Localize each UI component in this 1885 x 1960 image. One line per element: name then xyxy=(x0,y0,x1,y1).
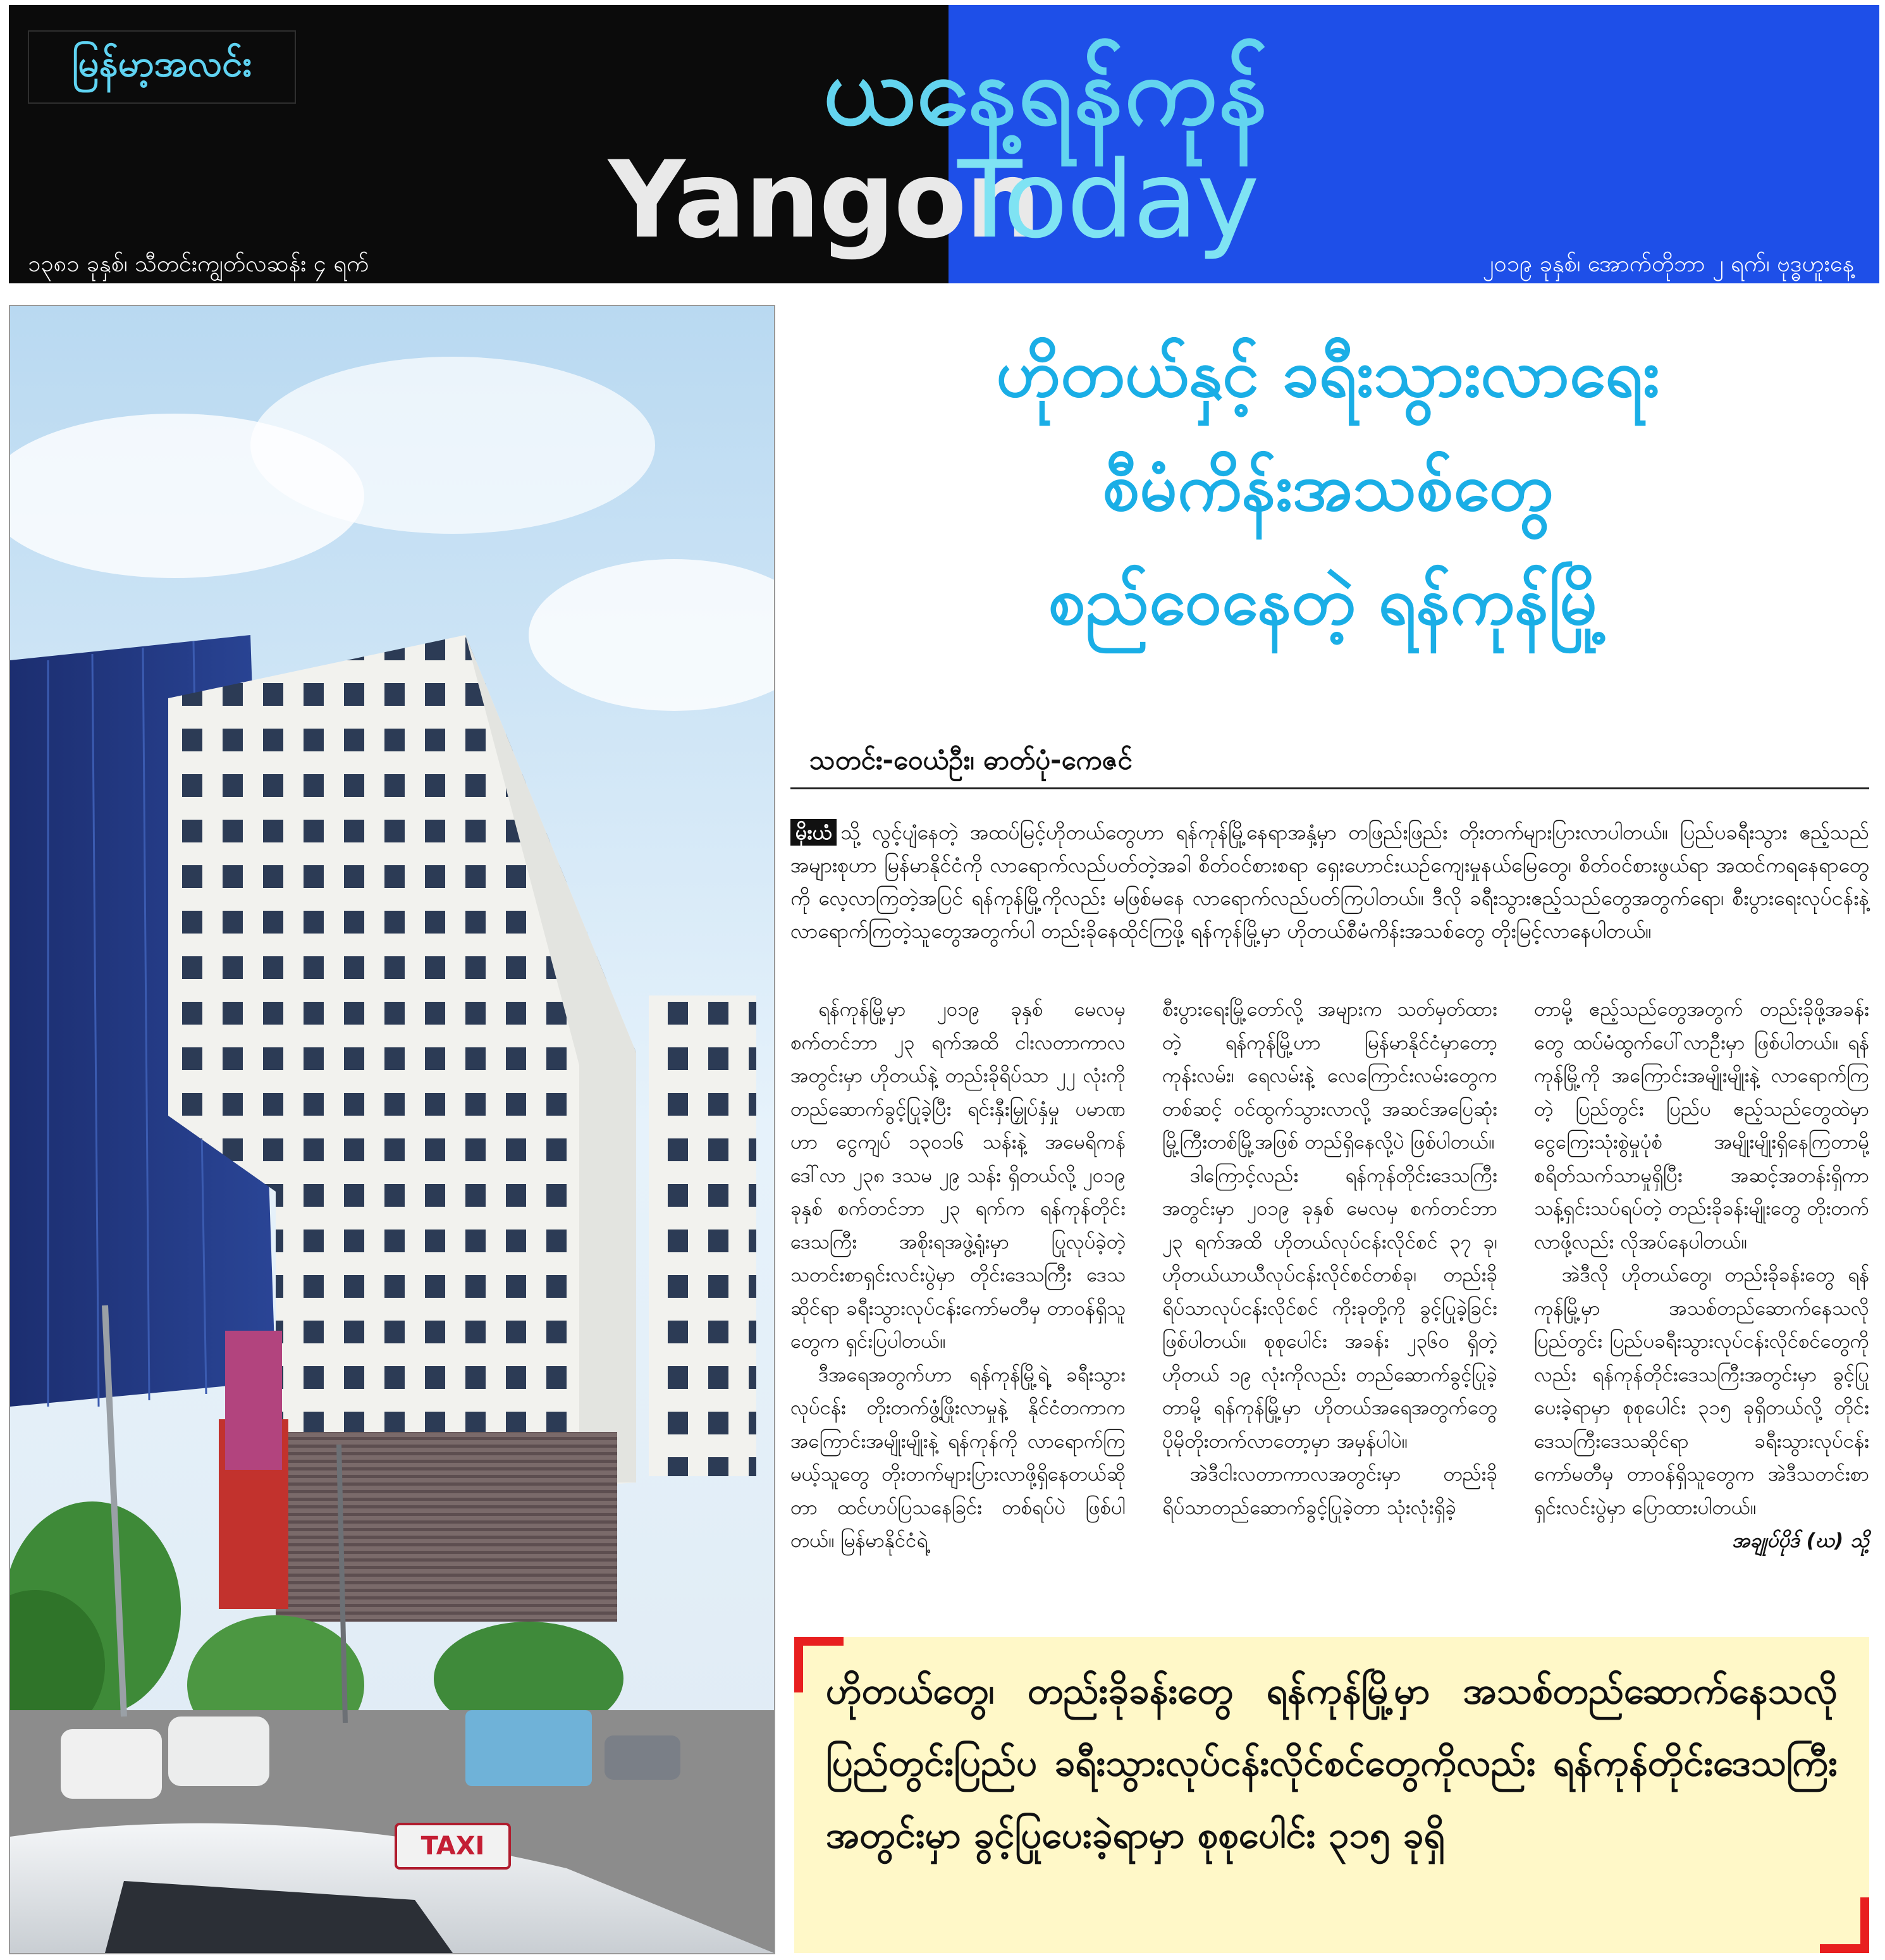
byline: သတင်း-ဝေယံဦး၊ ဓာတ်ပုံ-ကေဇင် xyxy=(809,744,1133,775)
col2-paragraph-3: အဲဒီငါးလတာကာလအတွင်းမှာ တည်းခိုရိပ်သာတည်ဆောက်ခွင့်ပြုခဲ့တာ သုံးလုံးရှိခဲ့ xyxy=(1162,1463,1497,1519)
pull-quote-text: ဟိုတယ်တွေ၊ တည်းခိုခန်းတွေ ရန်ကုန်မြို့မှာ အသစ်တည်ဆောက်နေသလို ပြည်တွင်းပြည်ပ ခရီးသွားလုပ်ငန်းလိုင်စင်တွေကိုလည်း ရန်ကုန်တိုင်းဒေသကြီးအတွင်းမှာ ခွင့်ပြုပေးခဲ့ရာမှာ စုစုပေါင်း ၃၁၅ ခုရှိ xyxy=(826,1669,1838,1856)
street-photo xyxy=(9,305,775,1954)
publication-logo: မြန်မာ့အလင်း xyxy=(28,30,296,104)
lead-dropcap: မိုးယံ xyxy=(790,819,837,846)
headline-line-3: စည်ဝေနေတဲ့ ရန်ကုန်မြို့ xyxy=(1048,562,1607,639)
column-3 xyxy=(1534,993,1869,1558)
col1-paragraph-2: ဒီအရေအတွက်ဟာ ရန်ကုန်မြို့ရဲ့ ခရီးသွားလုပ်ငန်း တိုးတက်ဖွံ့ဖြိုးလာမှုနဲ့ နိုင်ငံတကာက အကြောင်းအမျိုးမျိုးနဲ့ ရန်ကုန်ကို လာရောက်ကြမယ့်သူတွေ တိုးတက်များပြားလာဖို့ရှိနေတယ်ဆိုတာ ထင်ဟပ်ပြသနေခြင်း တစ်ရပ်ပဲ ဖြစ်ပါတယ်။ မြန်မာနိုင်ငံရဲ့ xyxy=(790,1363,1126,1552)
quote-corner-top-left-vertical xyxy=(794,1637,803,1692)
byline-divider xyxy=(790,787,1869,789)
col1-paragraph-1: ရန်ကုန်မြို့မှာ ၂၀၁၉ ခုနှစ် မေလမှ စက်တင်ဘာ ၂၃ ရက်အထိ ငါးလတာကာလ အတွင်းမှာ ဟိုတယ်နဲ့ တည်းခိုရိပ်သာ ၂၂ လုံးကို တည်ဆောက်ခွင့်ပြုခဲ့ပြီး ရင်းနှီးမြှုပ်နှံမှု ပမာဏဟာ ငွေကျပ် ၁၃၀၁၆ သန်းနဲ့ အမေရိကန်ဒေါ်လာ ၂၃၈ ဒသမ ၂၉ သန်း ရှိတယ်လို့ ၂၀၁၉ ခုနှစ် စက်တင်ဘာ ၂၃ ရက်က ရန်ကုန်တိုင်းဒေသကြီး အစိုးရအဖွဲ့ရုံးမှာ ပြုလုပ်ခဲ့တဲ့ သတင်းစာရှင်းလင်းပွဲမှာ တိုင်းဒေသကြီး ဒေသဆိုင်ရာ ခရီးသွားလုပ်ငန်းကော်မတီမှ တာဝန်ရှိသူတွေက ရှင်းပြပါတယ်။ xyxy=(790,998,1126,1353)
col3-paragraph-1: တာမို့ ဧည့်သည်တွေအတွက် တည်းခိုဖို့အခန်းတွေ ထပ်မံထွက်ပေါ်လာဦးမှာ ဖြစ်ပါတယ်။ ရန်ကုန်မြို့ကို အကြောင်းအမျိုးမျိုးနဲ့ လာရောက်ကြတဲ့ ပြည်တွင်း ပြည်ပ ဧည့်သည်တွေထဲမှာ ငွေကြေးသုံးစွဲမှုပုံစံ အမျိုးမျိုးရှိနေကြတာမို့ စရိတ်သက်သာမှုရှိပြီး အဆင့်အတန်းရှိကာ သန့်ရှင်းသပ်ရပ်တဲ့ တည်းခိုခန်းမျိုးတွေ တိုးတက်လာဖို့လည်း လိုအပ်နေပါတယ်။ xyxy=(1534,998,1869,1254)
lead-text: သို့ လွင့်ပျံနေတဲ့ အထပ်မြင့်ဟိုတယ်တွေဟာ ရန်ကုန်မြို့နေရာအနှံ့မှာ တဖြည်းဖြည်း တိုးတက်များပြားလာပါတယ်။ ပြည်ပခရီးသွား ဧည့်သည်အများစုဟာ မြန်မာနိုင်ငံကို လာရောက်လည်ပတ်တဲ့အခါ စိတ်ဝင်စားစရာ ရှေးဟောင်းယဉ်ကျေးမှုနယ်မြေတွေ၊ စိတ်ဝင်စားဖွယ်ရာ အထင်ကရနေရာတွေကို လေ့လာကြတဲ့အပြင် ရန်ကုန်မြို့ကိုလည်း မဖြစ်မနေ လာရောက်လည်ပတ်ကြပါတယ်။ ဒီလို ခရီးသွားဧည့်သည်တွေအတွက်ရော၊ စီးပွားရေးလုပ်ငန်းနဲ့ လာရောက်ကြတဲ့သူတွေအတွက်ပါ တည်းခိုနေထိုင်ကြဖို့ ရန်ကုန်မြို့မှာ ဟိုတယ်စီမံကိန်းအသစ်တွေ တိုးမြင့်လာနေပါတယ်။ xyxy=(790,820,1869,943)
body-columns xyxy=(790,993,1869,1625)
column-1 xyxy=(790,993,1126,1558)
col2-paragraph-1: စီးပွားရေးမြို့တော်လို့ အများက သတ်မှတ်ထားတဲ့ ရန်ကုန်မြို့ဟာ မြန်မာနိုင်ငံမှာတော့ ကုန်းလမ်း၊ ရေလမ်းနဲ့ လေကြောင်းလမ်းတွေကတစ်ဆင့် ဝင်ထွက်သွားလာလို့ အဆင်အပြေဆုံး မြို့ကြီးတစ်မြို့အဖြစ် တည်ရှိနေလို့ပဲ ဖြစ်ပါတယ်။ xyxy=(1162,998,1497,1154)
photo-illustration xyxy=(10,306,774,1953)
col2-paragraph-2: ဒါကြောင့်လည်း ရန်ကုန်တိုင်းဒေသကြီးအတွင်းမှာ ၂၀၁၉ ခုနှစ် မေလမှ စက်တင်ဘာ ၂၃ ရက်အထိ ဟိုတယ်လုပ်ငန်းလိုင်စင် ၃၇ ခု၊ ဟိုတယ်ယာယီလုပ်ငန်းလိုင်စင်တစ်ခု၊ တည်းခိုရိပ်သာလုပ်ငန်းလိုင်စင် ကိုးခုတို့ကို ခွင့်ပြုခဲ့ခြင်း ဖြစ်ပါတယ်။ စုစုပေါင်း အခန်း ၂၃၆၀ ရှိတဲ့ ဟိုတယ် ၁၉ လုံးကိုလည်း တည်ဆောက်ခွင့်ပြုခဲ့တာမို့ ရန်ကုန်မြို့မှာ ဟိုတယ်အရေအတွက်တွေ ပိုမိုတိုးတက်လာတော့မှာ အမှန်ပါပဲ။ xyxy=(1162,1164,1497,1453)
masthead xyxy=(9,5,1879,283)
column-2 xyxy=(1162,993,1497,1524)
headline-line-1: ဟိုတယ်နှင့် ခရီးသွားလာရေး xyxy=(996,335,1660,412)
section-title-myanmar: ယနေ့ရန်ကုန် xyxy=(823,36,1269,146)
date-gregorian: ၂၀၁၉ ခုနှစ်၊ အောက်တိုဘာ ၂ ရက်၊ ဗုဒ္ဓဟူးနေ့ xyxy=(1482,251,1854,277)
headline-line-2: စီမံကိန်းအသစ်တွေ xyxy=(1102,448,1554,526)
lead-paragraph xyxy=(790,816,1869,947)
pull-quote xyxy=(794,1637,1869,1953)
col3-paragraph-2: အဲဒီလို ဟိုတယ်တွေ၊ တည်းခိုခန်းတွေ ရန်ကုန်မြို့မှာ အသစ်တည်ဆောက်နေသလို ပြည်တွင်း ပြည်ပခရီးသွားလုပ်ငန်းလိုင်စင်တွေကိုလည်း ရန်ကုန်တိုင်းဒေသကြီးအတွင်းမှာ ခွင့်ပြုပေးခဲ့ရာမှာ စုစုပေါင်း ၃၁၅ ခုရှိတယ်လို့ တိုင်းဒေသကြီးဒေသဆိုင်ရာ ခရီးသွားလုပ်ငန်းကော်မတီမှ တာဝန်ရှိသူတွေက အဲဒီသတင်းစာရှင်းလင်းပွဲမှာ ပြောထားပါတယ်။ xyxy=(1534,1264,1869,1519)
section-title-en-today: Today xyxy=(957,138,1258,262)
continuation-note: အချုပ်ပိုဒ် (ဃ) သို့ xyxy=(1732,1529,1869,1552)
date-myanmar-calendar: ၁၃၈၁ ခုနှစ်၊ သီတင်းကျွတ်လဆန်း ၄ ရက် xyxy=(28,251,369,277)
quote-corner-bottom-right-vertical xyxy=(1860,1897,1869,1953)
article-headline xyxy=(790,316,1865,658)
section-title-en-yangon: Yangon xyxy=(608,138,1040,262)
taxi-sign: TAXI xyxy=(421,1832,485,1861)
